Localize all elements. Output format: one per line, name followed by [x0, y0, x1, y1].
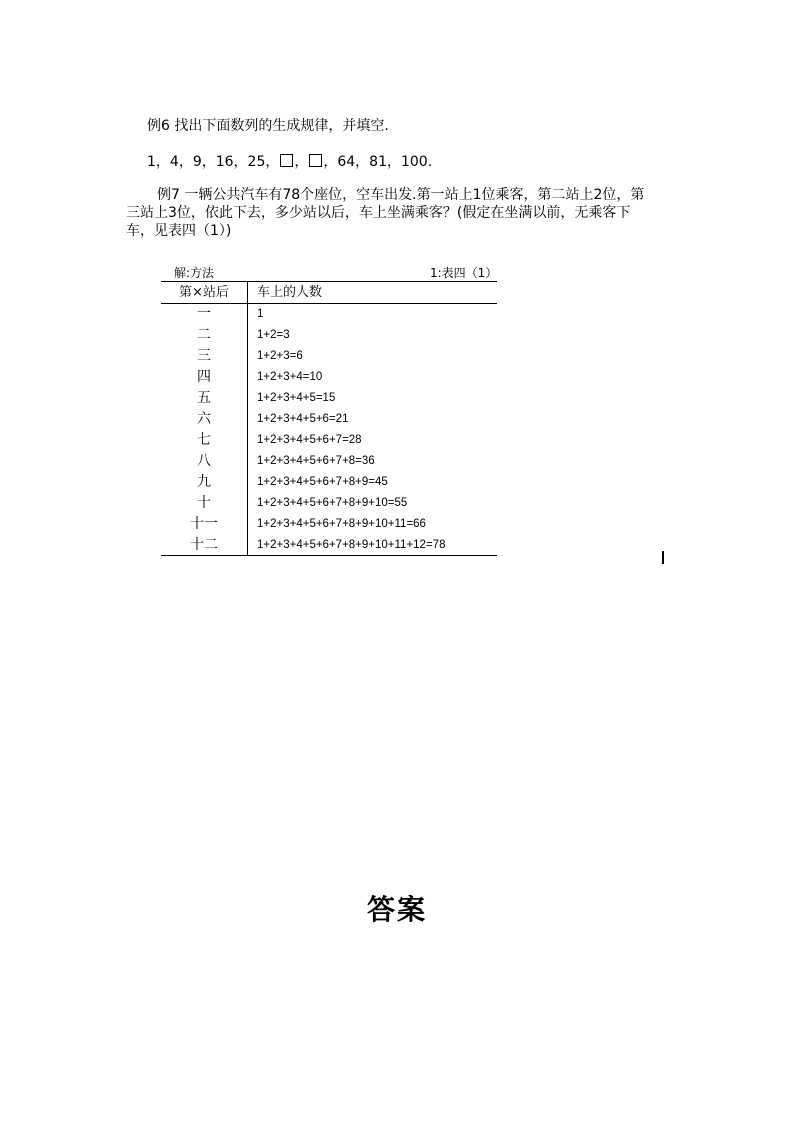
passenger-sum-cell: 1+2=3	[257, 329, 290, 341]
station-cell: 五	[161, 388, 248, 409]
station-cell: 一	[161, 304, 248, 326]
passenger-sum-cell: 1	[257, 308, 264, 320]
passenger-sum-cell: 1+2+3=6	[257, 350, 303, 362]
station-cell: 三	[161, 346, 248, 367]
station-cell: 六	[161, 409, 248, 430]
text-cursor	[662, 551, 664, 564]
sequence-separator: ，	[294, 154, 309, 170]
table-row	[161, 430, 497, 451]
table-row	[161, 388, 497, 409]
table-row	[161, 535, 497, 556]
blank-box-1[interactable]	[280, 154, 293, 167]
sequence-before: 1，4，9，16，25，	[147, 154, 280, 170]
table-row	[161, 325, 497, 346]
station-cell: 十二	[161, 535, 248, 556]
passenger-sum-cell: 1+2+3+4+5+6+7+8+9=45	[257, 476, 388, 488]
table-row	[161, 493, 497, 514]
table-row	[161, 514, 497, 535]
passenger-sum-cell: 1+2+3+4=10	[257, 371, 323, 383]
table-row	[161, 409, 497, 430]
sequence-after: ，64，81，100.	[323, 154, 433, 170]
station-cell: 四	[161, 367, 248, 388]
station-cell: 二	[161, 325, 248, 346]
table-bottom-rule	[161, 555, 497, 556]
station-cell: 九	[161, 472, 248, 493]
station-cell: 十	[161, 493, 248, 514]
table-caption-number: 1:表四（1）	[430, 266, 498, 280]
table-row	[161, 472, 497, 493]
example6-sequence	[147, 153, 432, 171]
blank-box-2[interactable]	[309, 154, 322, 167]
table-row	[161, 346, 497, 367]
passenger-sum-cell: 1+2+3+4+5+6+7+8+9+10+11=66	[257, 518, 426, 530]
passenger-sum-cell: 1+2+3+4+5=15	[257, 392, 336, 404]
example7-problem: 例7 一辆公共汽车有78个座位，空车出发.第一站上1位乘客，第二站上2位，第三站上3位，依此下去，多少站以后，车上坐满乘客？(假定在坐满以前，无乘客下车，见表四（1）)	[126, 187, 645, 239]
passenger-sum-cell: 1+2+3+4+5+6=21	[257, 413, 349, 425]
table-header-row	[161, 282, 497, 304]
answer-heading: 答案	[366, 893, 427, 926]
passenger-sum-cell: 1+2+3+4+5+6+7+8+9+10+11+12=78	[257, 539, 446, 551]
station-cell: 十一	[161, 514, 248, 535]
passenger-sum-cell: 1+2+3+4+5+6+7+8=36	[257, 455, 375, 467]
table-row	[161, 304, 497, 326]
table-row	[161, 367, 497, 388]
header-station: 第×站后	[161, 282, 248, 304]
table-row	[161, 451, 497, 472]
passenger-sum-cell: 1+2+3+4+5+6+7=28	[257, 434, 362, 446]
header-passengers: 车上的人数	[248, 282, 498, 304]
station-table	[161, 282, 497, 556]
station-cell: 七	[161, 430, 248, 451]
example6-title: 例6 找出下面数列的生成规律，并填空.	[147, 118, 389, 134]
table-caption-method: 解:方法	[174, 266, 215, 280]
station-cell: 八	[161, 451, 248, 472]
passenger-sum-cell: 1+2+3+4+5+6+7+8+9+10=55	[257, 497, 408, 509]
